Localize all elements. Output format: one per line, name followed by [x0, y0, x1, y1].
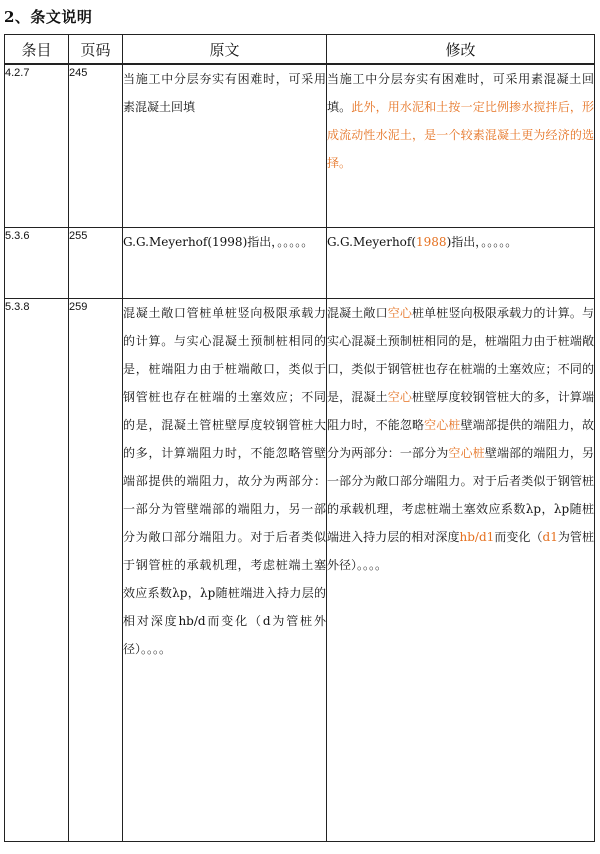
- table-row: [5, 228, 595, 299]
- table-row: [5, 64, 595, 228]
- revision-text: 混凝土敞口: [327, 306, 388, 320]
- revision-text: 当施工中分层夯实有困难时，可采用素混凝土回填。: [327, 72, 594, 114]
- revision-highlight: 空心: [387, 306, 413, 320]
- page-cell: 245: [69, 64, 123, 228]
- revision-highlight: hb/d1: [459, 530, 495, 544]
- revision-highlight: 空心桩: [448, 446, 485, 460]
- revision-text: 壁端部的端阻力，另一部分为敞口部分端阻力。对于后者类似于钢管桩的承载机理，考虑桩端土塞效应系数λp，λp随桩端进入持力层的相对深度: [327, 446, 594, 544]
- revised-text-cell: [327, 299, 595, 842]
- revision-text: 桩单桩竖向极限承载力的计算。与实心混凝土预制桩相同的是，桩端阻力由于桩端敞口，类似于钢管桩也存在桩端的土塞效应；不同的是，混凝土: [327, 306, 594, 404]
- clause-cell: 4.2.7: [5, 64, 69, 228]
- revision-text: )指出，。。。。。: [446, 235, 518, 249]
- revision-highlight: 空心: [387, 390, 413, 404]
- revision-highlight: d1: [542, 530, 558, 544]
- original-text-cell: 当施工中分层夯实有困难时，可采用素混凝土回填: [123, 64, 327, 228]
- revision-text: 桩壁厚度较钢管桩大的多，计算端阻力时，不能忽略: [327, 390, 594, 432]
- errata-table: [4, 34, 595, 842]
- clause-cell: 5.3.8: [5, 299, 69, 842]
- table-row: [5, 299, 595, 842]
- revised-text-cell: [327, 228, 595, 299]
- section-title: 2、条文说明: [4, 8, 93, 26]
- revision-text: G.G.Meyerhof(: [327, 235, 417, 249]
- original-text-cell: 混凝土敞口管桩单桩竖向极限承载力的计算。与实心混凝土预制桩相同的是，桩端阻力由于桩端敞口，类似于钢管桩也存在桩端的土塞效应；不同的是，混凝土管桩壁厚度较钢管桩大的多，计算端阻力时，不能忽略管壁端部提供的端阻力，故分为两部分：一部分为管壁端部的端阻力，另一部分为敞口部分端阻力。对于后者类似于钢管桩的承载机理，考虑桩端土塞效应系数λp，λp随桩端进入持力层的相对深度hb/d而变化（d为管桩外径）。。。。: [123, 299, 327, 842]
- revision-highlight: 1988: [416, 235, 447, 249]
- clause-cell: 5.3.6: [5, 228, 69, 299]
- header-original: 原文: [123, 35, 327, 65]
- revision-text: 壁端部提供的端阻力，故分为两部分：一部分为: [327, 418, 594, 460]
- revision-text: 为管桩外径）。。。。: [327, 530, 594, 572]
- header-clause: 条目: [5, 35, 69, 65]
- page-cell: 259: [69, 299, 123, 842]
- revision-highlight: 空心桩: [424, 418, 461, 432]
- header-revised: 修改: [327, 35, 595, 65]
- revision-text: 而变化（: [494, 530, 543, 544]
- header-page: 页码: [69, 35, 123, 65]
- revision-highlight: 此外，用水泥和土按一定比例掺水搅拌后，形成流动性水泥土，是一个较素混凝土更为经济的选择。: [327, 100, 594, 170]
- original-text-cell: G.G.Meyerhof(1998)指出，。。。。。: [123, 228, 327, 299]
- table-header-row: [5, 35, 595, 65]
- revised-text-cell: [327, 64, 595, 228]
- page-cell: 255: [69, 228, 123, 299]
